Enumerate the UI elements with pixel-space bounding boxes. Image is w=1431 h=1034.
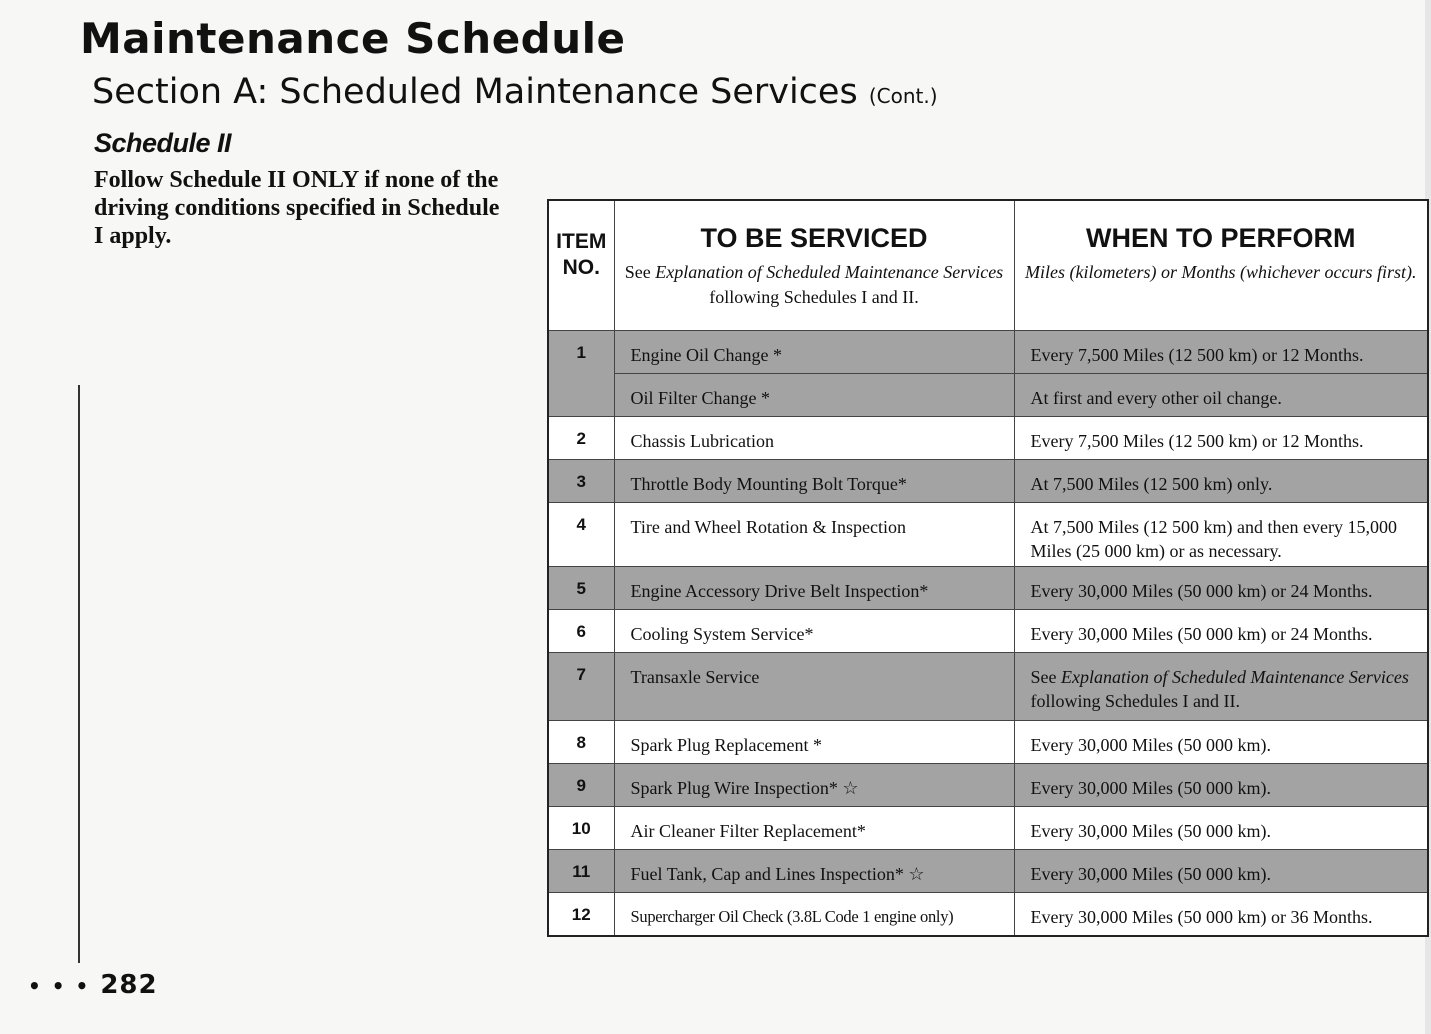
when-cell: At 7,500 Miles (12 500 km) only. — [1014, 460, 1428, 503]
section-cont-label: (Cont.) — [868, 84, 938, 108]
table-row — [548, 764, 1428, 807]
when-cell: Every 30,000 Miles (50 000 km) or 24 Months. — [1014, 610, 1428, 653]
when-cell — [1014, 653, 1428, 721]
item-number: 11 — [548, 850, 614, 893]
table-row — [548, 503, 1428, 567]
header-when-to-perform — [1014, 200, 1428, 331]
header-item-line2: NO. — [562, 256, 600, 279]
item-number: 9 — [548, 764, 614, 807]
item-number: 2 — [548, 417, 614, 460]
when-italic: Explanation of Scheduled Maintenance Services — [1061, 667, 1409, 687]
header-service-sub-post: following Schedules I and II. — [709, 287, 919, 307]
item-number: 3 — [548, 460, 614, 503]
header-when-sub-italic: Miles (kilometers) or Months (whichever occurs first). — [1025, 262, 1417, 282]
table-row — [548, 460, 1428, 503]
table-row — [548, 331, 1428, 374]
table-row — [548, 567, 1428, 610]
table-row — [548, 653, 1428, 721]
table-row — [548, 721, 1428, 764]
service-cell: Spark Plug Wire Inspection* ☆ — [614, 764, 1014, 807]
margin-rule — [78, 385, 80, 963]
when-cell: Every 30,000 Miles (50 000 km) or 24 Months. — [1014, 567, 1428, 610]
header-service-sub-pre: See — [624, 262, 656, 282]
service-cell: Chassis Lubrication — [614, 417, 1014, 460]
header-item-line1: ITEM — [556, 230, 607, 253]
service-cell: Cooling System Service* — [614, 610, 1014, 653]
service-cell: Engine Accessory Drive Belt Inspection* — [614, 567, 1014, 610]
item-number: 7 — [548, 653, 614, 721]
when-post: following Schedules I and II. — [1030, 691, 1240, 711]
header-service-sub-italic: Explanation of Scheduled Maintenance Services — [655, 262, 1004, 282]
header-when-subtitle — [1016, 260, 1427, 285]
when-cell: Every 30,000 Miles (50 000 km). — [1014, 807, 1428, 850]
service-cell: Supercharger Oil Check (3.8L Code 1 engine only) — [614, 893, 1014, 936]
when-cell: Every 30,000 Miles (50 000 km). — [1014, 850, 1428, 893]
service-cell: Oil Filter Change * — [614, 374, 1014, 417]
when-cell: Every 7,500 Miles (12 500 km) or 12 Months. — [1014, 331, 1428, 374]
header-to-be-serviced — [614, 200, 1014, 331]
header-item-no — [548, 200, 614, 331]
item-number: 1 — [548, 331, 614, 417]
service-cell: Fuel Tank, Cap and Lines Inspection* ☆ — [614, 850, 1014, 893]
when-cell: Every 30,000 Miles (50 000 km). — [1014, 764, 1428, 807]
item-number: 10 — [548, 807, 614, 850]
page-number — [28, 970, 158, 1000]
table-row — [548, 893, 1428, 936]
when-cell: Every 30,000 Miles (50 000 km) or 36 Months. — [1014, 893, 1428, 936]
intro-paragraph: Follow Schedule II ONLY if none of the driving conditions specified in Schedule I apply. — [94, 167, 500, 249]
service-cell: Tire and Wheel Rotation & Inspection — [614, 503, 1014, 567]
header-service-title: TO BE SERVICED — [700, 223, 928, 253]
header-when-title: WHEN TO PERFORM — [1086, 223, 1356, 253]
service-cell: Spark Plug Replacement * — [614, 721, 1014, 764]
item-number: 12 — [548, 893, 614, 936]
table-row — [548, 417, 1428, 460]
table-row — [548, 610, 1428, 653]
item-number: 6 — [548, 610, 614, 653]
when-cell: Every 30,000 Miles (50 000 km). — [1014, 721, 1428, 764]
service-cell: Transaxle Service — [614, 653, 1014, 721]
table-row — [548, 807, 1428, 850]
section-title-text: Section A: Scheduled Maintenance Services — [92, 72, 858, 112]
maintenance-table — [547, 199, 1429, 937]
table-row — [548, 850, 1428, 893]
when-cell: At 7,500 Miles (12 500 km) and then every 15,000 Miles (25 000 km) or as necessary. — [1014, 503, 1428, 567]
item-number: 8 — [548, 721, 614, 764]
when-pre: See — [1030, 667, 1061, 687]
service-cell: Air Cleaner Filter Replacement* — [614, 807, 1014, 850]
page-number-value: 282 — [100, 970, 158, 1000]
when-cell: At first and every other oil change. — [1014, 374, 1428, 417]
service-cell: Throttle Body Mounting Bolt Torque* — [614, 460, 1014, 503]
item-number: 4 — [548, 503, 614, 567]
item-number: 5 — [548, 567, 614, 610]
header-service-subtitle — [616, 260, 1013, 310]
service-cell: Engine Oil Change * — [614, 331, 1014, 374]
when-cell: Every 7,500 Miles (12 500 km) or 12 Months. — [1014, 417, 1428, 460]
schedule-heading: Schedule II — [94, 128, 232, 158]
page-title: Maintenance Schedule — [80, 14, 626, 63]
table-row — [548, 374, 1428, 417]
section-title — [92, 72, 938, 112]
page-dots: • • • — [28, 974, 91, 998]
table-header-row — [548, 200, 1428, 331]
